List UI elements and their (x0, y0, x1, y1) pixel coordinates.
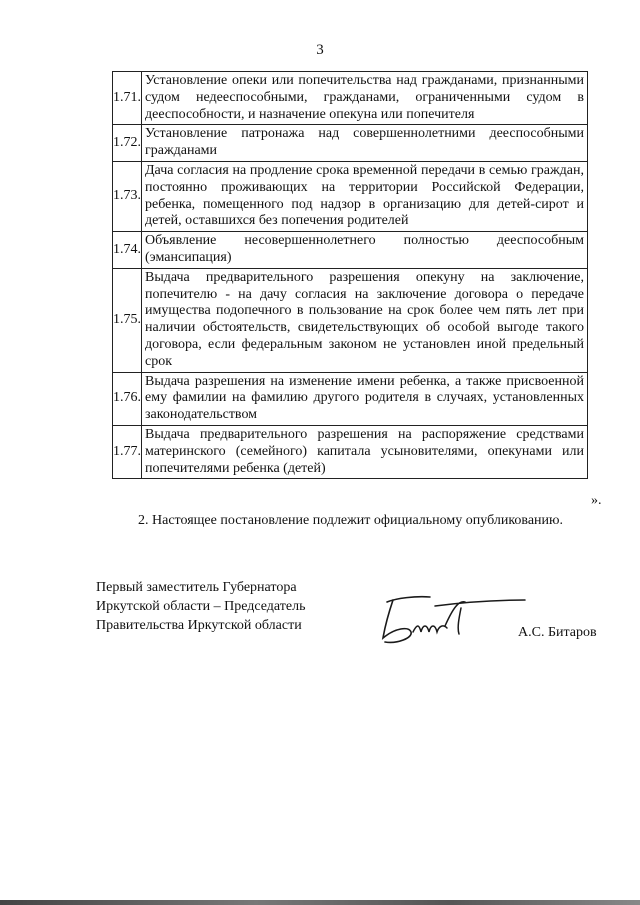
row-number: 1.77. (113, 425, 142, 478)
row-number: 1.72. (113, 125, 142, 162)
row-number: 1.75. (113, 268, 142, 372)
row-service-description: Установление патронажа над совершеннолетними дееспособными гражданами (142, 125, 588, 162)
signatory-name: А.С. Битаров (518, 625, 597, 640)
table-row (113, 372, 588, 425)
closing-quote: ». (591, 493, 602, 508)
table-row (113, 161, 588, 231)
table-row (113, 268, 588, 372)
row-service-description: Выдача предварительного разрешения опекуну на заключение, попечителю - на дачу согласия на заключение договора о передаче имущества подопечного в пользование на срок более чем пять лет при наличии обстоятельств, свидетельствующих об особой выгоде такого договора, если федеральным законом не установлен иной предельный срок (142, 268, 588, 372)
table-row (113, 125, 588, 162)
row-service-description: Установление опеки или попечительства над гражданами, признанными судом недееспособными, гражданами, ограниченными судом в дееспособности, и назначение опекуна или попечителя (142, 72, 588, 125)
signatory-title-line-3: Правительства Иркутской области (96, 618, 302, 633)
signatory-title-line-1: Первый заместитель Губернатора (96, 580, 297, 595)
table-row (113, 232, 588, 269)
table-row (113, 425, 588, 478)
row-service-description: Объявление несовершеннолетнего полностью дееспособным (эмансипация) (142, 232, 588, 269)
row-number: 1.76. (113, 372, 142, 425)
table-row (113, 72, 588, 125)
services-table (112, 71, 588, 479)
handwritten-signature (375, 588, 535, 648)
page-number: 3 (316, 42, 324, 58)
services-table-body (113, 72, 588, 479)
row-service-description: Выдача разрешения на изменение имени ребенка, а также присвоенной ему фамилии на фамилию другого родителя в случаях, установленных законодательством (142, 372, 588, 425)
paragraph-2: 2. Настоящее постановление подлежит официальному опубликованию. (138, 513, 563, 528)
row-service-description: Дача согласия на продление срока временной передачи в семью граждан, постоянно проживающих на территории Российской Федерации, ребенка, помещенного под надзор в организацию для детей-сирот и детей, оставшихся без попечения родителей (142, 161, 588, 231)
signatory-title-line-2: Иркутской области – Председатель (96, 599, 306, 614)
row-number: 1.74. (113, 232, 142, 269)
row-number: 1.71. (113, 72, 142, 125)
row-number: 1.73. (113, 161, 142, 231)
row-service-description: Выдача предварительного разрешения на распоряжение средствами материнского (семейного) капитала усыновителями, опекунами или попечителями ребенка (детей) (142, 425, 588, 478)
signatory-title-block (96, 578, 305, 635)
scan-edge-strip (0, 900, 640, 905)
